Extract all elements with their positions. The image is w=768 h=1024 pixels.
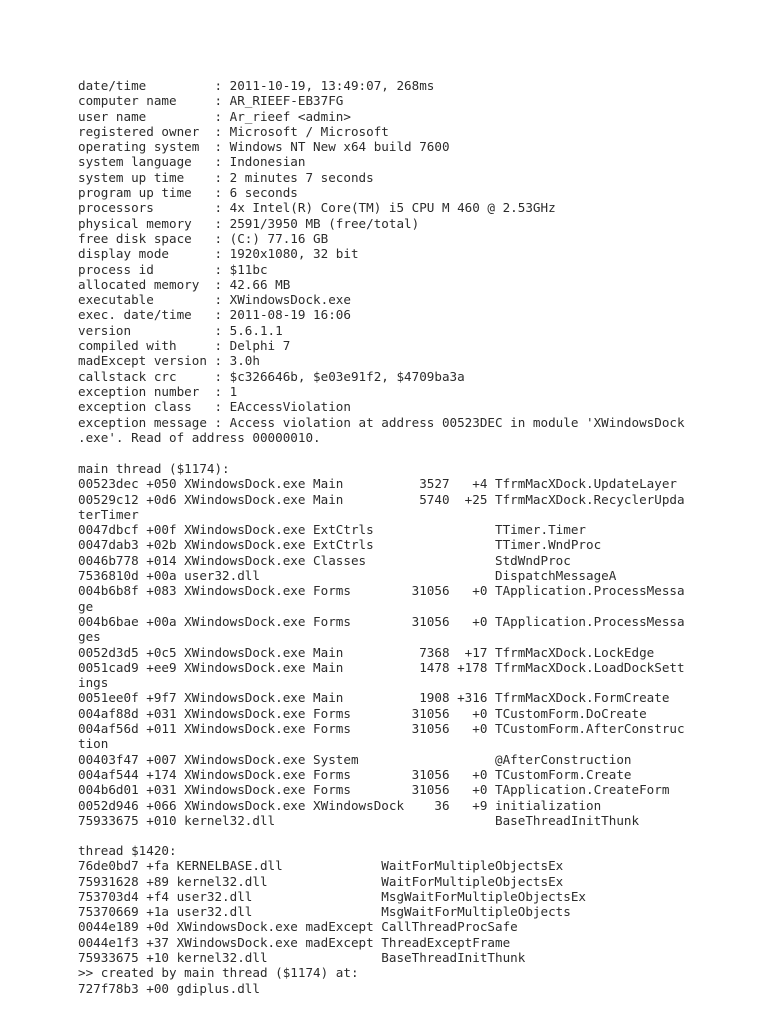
info-line-executable: executable : XWindowsDock.exe: [78, 292, 351, 308]
stack-line: 0046b778 +014 XWindowsDock.exe Classes StdWndProc: [78, 552, 571, 568]
stack-line: 0052d3d5 +0c5 XWindowsDock.exe Main 7368 +17 TfrmMacXDock.LockEdge: [78, 644, 655, 660]
stack-line: 0047dbcf +00f XWindowsDock.exe ExtCtrls TTimer.Timer: [78, 522, 586, 538]
stack-line: 0052d946 +066 XWindowsDock.exe XWindowsDock 36 +9 initialization: [78, 797, 602, 813]
info-line-display-mode: display mode : 1920x1080, 32 bit: [78, 246, 359, 262]
info-line-exception-message: exception message : Access violation at address 00523DEC in module 'XWindowsDock: [78, 414, 685, 430]
stack-line: 753703d4 +f4 user32.dll MsgWaitForMultipleObjectsEx: [78, 888, 586, 904]
info-line-physical-memory: physical memory : 2591/3950 MB (free/total): [78, 215, 420, 231]
info-line-free-disk-space: free disk space : (C:) 77.16 GB: [78, 230, 329, 246]
info-line-datetime: date/time : 2011-10-19, 13:49:07, 268ms: [78, 78, 435, 93]
info-line-registered-owner: registered owner : Microsoft / Microsoft: [78, 123, 389, 139]
stack-line: 00523dec +050 XWindowsDock.exe Main 3527 +4 TfrmMacXDock.UpdateLayer: [78, 476, 677, 492]
stack-line: 76de0bd7 +fa KERNELBASE.dll WaitForMultipleObjectsEx: [78, 858, 564, 874]
stack-line: tion: [78, 736, 109, 752]
stack-line: 004b6b8f +083 XWindowsDock.exe Forms 31056 +0 TApplication.ProcessMessa: [78, 583, 685, 599]
info-line-system-language: system language : Indonesian: [78, 154, 306, 170]
stack-line: 727f78b3 +00 gdiplus.dll: [78, 980, 260, 996]
info-line-version: version : 5.6.1.1: [78, 322, 283, 338]
thread-1420-callstack: [78, 843, 586, 996]
info-line-system-up-time: system up time : 2 minutes 7 seconds: [78, 169, 374, 185]
info-line-user-name: user name : Ar_rieef <admin>: [78, 108, 351, 124]
stack-line: 75931628 +89 kernel32.dll WaitForMultipleObjectsEx: [78, 873, 564, 889]
stack-line: 00403f47 +007 XWindowsDock.exe System @AfterConstruction: [78, 751, 632, 767]
info-line-exception-class: exception class : EAccessViolation: [78, 399, 351, 415]
thread-heading: main thread ($1174):: [78, 461, 230, 476]
info-line-allocated-memory: allocated memory : 42.66 MB: [78, 276, 291, 292]
stack-line: 75933675 +10 kernel32.dll BaseThreadInitThunk: [78, 950, 526, 966]
stack-line: 0051ee0f +9f7 XWindowsDock.exe Main 1908 +316 TfrmMacXDock.FormCreate: [78, 690, 670, 706]
system-info-block: [78, 78, 685, 445]
info-line-computer-name: computer name : AR_RIEEF-EB37FG: [78, 93, 344, 109]
stack-line: 0044e189 +0d XWindowsDock.exe madExcept CallThreadProcSafe: [78, 919, 518, 935]
info-line-compiled-with: compiled with : Delphi 7: [78, 338, 291, 354]
stack-line: 004af544 +174 XWindowsDock.exe Forms 31056 +0 TCustomForm.Create: [78, 766, 632, 782]
stack-line: 004af88d +031 XWindowsDock.exe Forms 31056 +0 TCustomForm.DoCreate: [78, 705, 647, 721]
stack-line: ings: [78, 675, 109, 691]
stack-line: ges: [78, 629, 101, 645]
stack-line: 75933675 +010 kernel32.dll BaseThreadInitThunk: [78, 812, 640, 828]
info-line-exception-message-cont: .exe'. Read of address 00000010.: [78, 429, 321, 445]
stack-line: 004af56d +011 XWindowsDock.exe Forms 31056 +0 TCustomForm.AfterConstruc: [78, 721, 685, 737]
stack-line: 0047dab3 +02b XWindowsDock.exe ExtCtrls TTimer.WndProc: [78, 537, 602, 553]
created-by-line: >> created by main thread ($1174) at:: [78, 965, 359, 981]
info-line-program-up-time: program up time : 6 seconds: [78, 185, 298, 201]
stack-line: 004b6bae +00a XWindowsDock.exe Forms 31056 +0 TApplication.ProcessMessa: [78, 613, 685, 629]
stack-line: 75370669 +1a user32.dll MsgWaitForMultipleObjects: [78, 904, 571, 920]
info-line-exec-datetime: exec. date/time : 2011-08-19 16:06: [78, 307, 351, 323]
info-line-process-id: process id : $11bc: [78, 261, 268, 277]
info-line-operating-system: operating system : Windows NT New x64 build 7600: [78, 139, 450, 155]
info-line-exception-number: exception number : 1: [78, 383, 238, 399]
stack-line: 00529c12 +0d6 XWindowsDock.exe Main 5740 +25 TfrmMacXDock.RecyclerUpda: [78, 491, 685, 507]
stack-line: terTimer: [78, 506, 139, 522]
info-line-madexcept-version: madExcept version : 3.0h: [78, 353, 260, 369]
stack-line: ge: [78, 598, 94, 614]
stack-line: 7536810d +00a user32.dll DispatchMessageA: [78, 568, 617, 584]
stack-line: 0044e1f3 +37 XWindowsDock.exe madExcept ThreadExceptFrame: [78, 934, 511, 950]
info-line-callstack-crc: callstack crc : $c326646b, $e03e91f2, $4709ba3a: [78, 368, 465, 384]
info-line-processors: processors : 4x Intel(R) Core(TM) i5 CPU M 460 @ 2.53GHz: [78, 200, 556, 216]
stack-line: 0051cad9 +ee9 XWindowsDock.exe Main 1478 +178 TfrmMacXDock.LoadDockSett: [78, 659, 685, 675]
main-thread-callstack: [78, 461, 685, 828]
stack-line: 004b6d01 +031 XWindowsDock.exe Forms 31056 +0 TApplication.CreateForm: [78, 782, 670, 798]
thread-heading: thread $1420:: [78, 843, 177, 858]
